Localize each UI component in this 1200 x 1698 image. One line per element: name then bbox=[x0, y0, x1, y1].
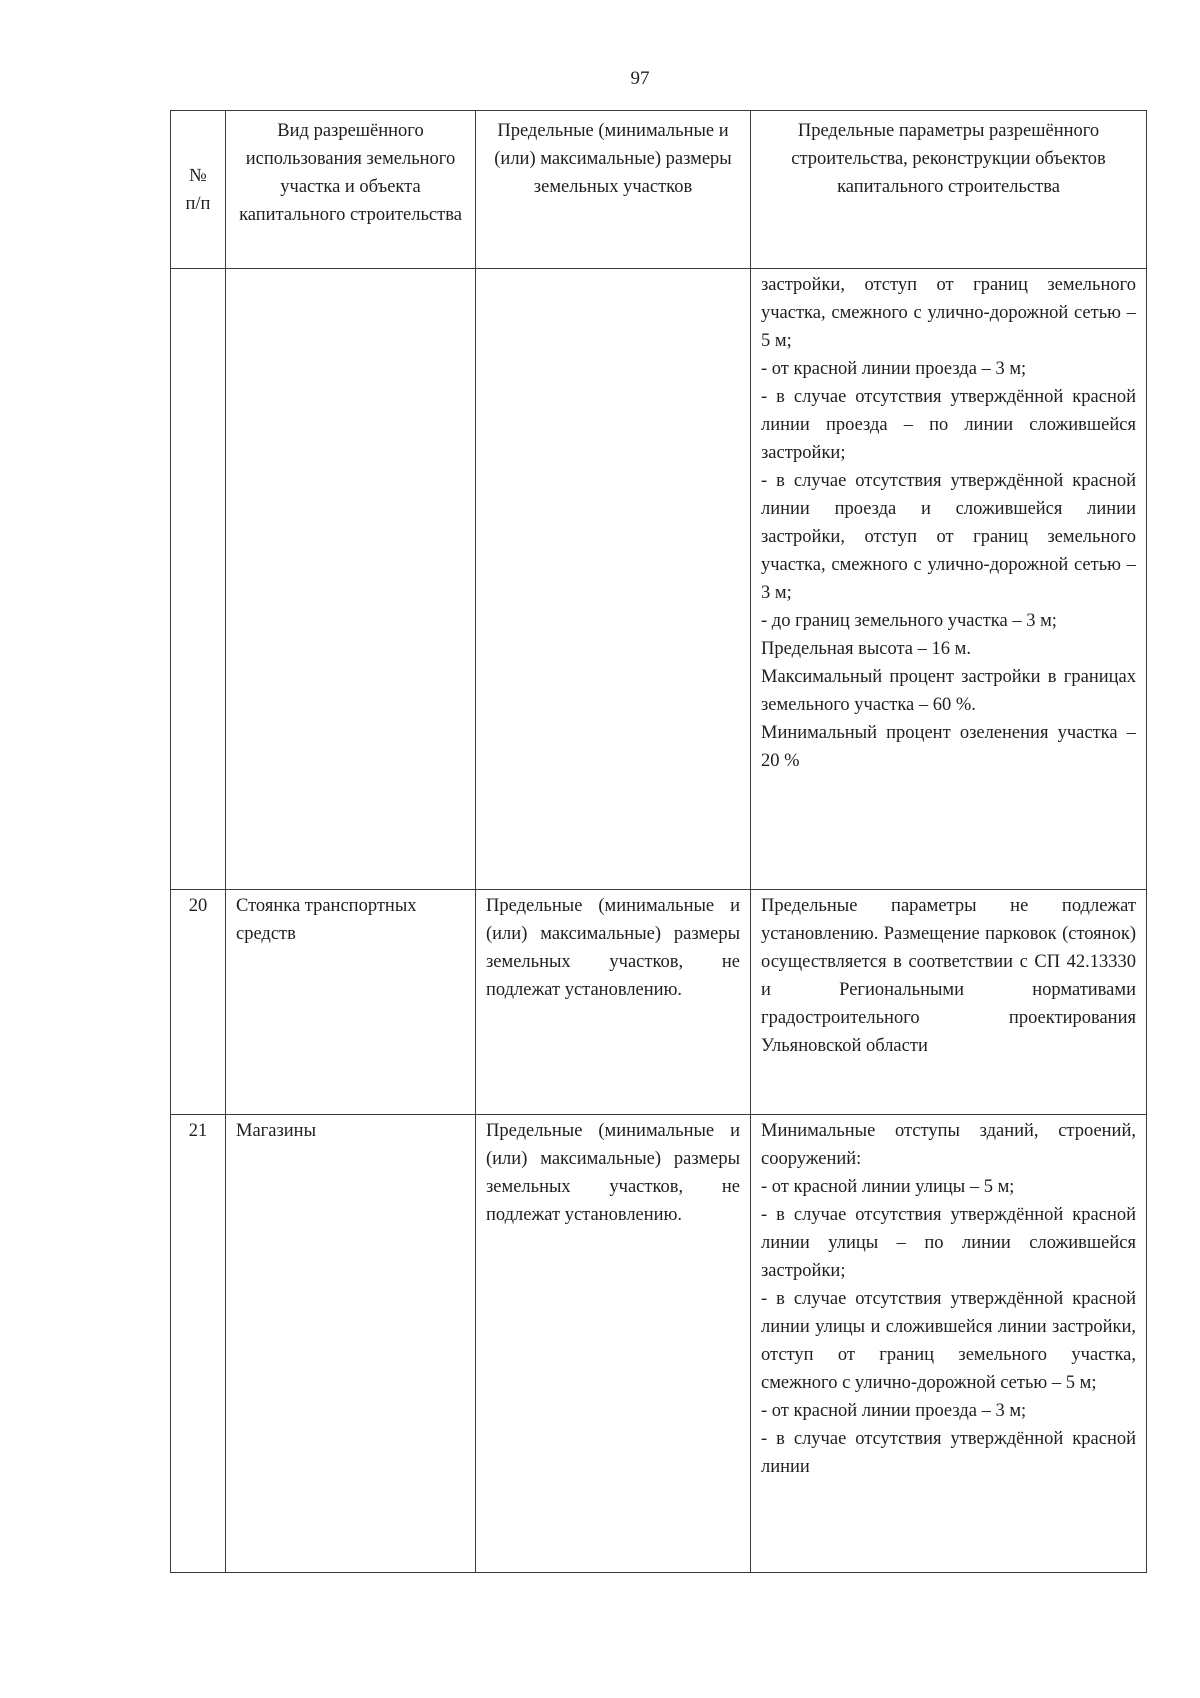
header-build-params: Предельные параметры разрешённого строительства, реконструкции объектов капитального строительства bbox=[751, 111, 1147, 269]
row-plot-size bbox=[476, 269, 751, 890]
row-build-params bbox=[751, 269, 1147, 890]
param-line: - в случае отсутствия утверждённой красной линии проезда – по линии сложившейся застройки; bbox=[761, 387, 1136, 463]
param-line: - в случае отсутствия утверждённой красной линии проезда и сложившейся линии застройки, отступ от границ земельного участка, смежного с улично-дорожной сетью – 3 м; bbox=[761, 471, 1136, 603]
row-use-kind: Стоянка транспортных средств bbox=[226, 890, 476, 1115]
param-line: Минимальные отступы зданий, строений, сооружений: bbox=[761, 1121, 1136, 1169]
row-num: 20 bbox=[171, 890, 226, 1115]
param-line: - в случае отсутствия утверждённой красной линии bbox=[761, 1429, 1136, 1477]
header-use-kind: Вид разрешённого использования земельного участка и объекта капитального строительства bbox=[226, 111, 476, 269]
param-line: Максимальный процент застройки в границах земельного участка – 60 %. bbox=[761, 667, 1136, 715]
param-line: - до границ земельного участка – 3 м; bbox=[761, 611, 1057, 631]
param-line: - в случае отсутствия утверждённой красной линии улицы и сложившейся линии застройки, отступ от границ земельного участка, смежного с улично-дорожной сетью – 5 м; bbox=[761, 1289, 1136, 1393]
param-line: - в случае отсутствия утверждённой красной линии улицы – по линии сложившейся застройки; bbox=[761, 1205, 1136, 1281]
param-line: Минимальный процент озеленения участка – 20 % bbox=[761, 723, 1136, 771]
land-use-table bbox=[170, 110, 1147, 1573]
param-line: - от красной линии проезда – 3 м; bbox=[761, 359, 1027, 379]
param-line: Предельные параметры не подлежат установлению. Размещение парковок (стоянок) осуществляется в соответствии с СП 42.13330 и Региональными нормативами градостроительного проектирования Ульяновской области bbox=[761, 896, 1136, 1056]
header-num: № п/п bbox=[171, 111, 226, 269]
row-build-params bbox=[751, 890, 1147, 1115]
row-num bbox=[171, 269, 226, 890]
param-line: Предельная высота – 16 м. bbox=[761, 639, 971, 659]
param-line: застройки, отступ от границ земельного участка, смежного с улично-дорожной сетью – 5 м; bbox=[761, 275, 1136, 351]
row-plot-size: Предельные (минимальные и (или) максимальные) размеры земельных участков, не подлежат установлению. bbox=[476, 1115, 751, 1573]
row-build-params bbox=[751, 1115, 1147, 1573]
row-use-kind bbox=[226, 269, 476, 890]
page-number: 97 bbox=[630, 68, 650, 89]
row-num: 21 bbox=[171, 1115, 226, 1573]
table-row bbox=[171, 269, 1147, 890]
row-use-kind: Магазины bbox=[226, 1115, 476, 1573]
table-header-row bbox=[171, 111, 1147, 269]
param-line: - от красной линии проезда – 3 м; bbox=[761, 1401, 1027, 1421]
table-row bbox=[171, 1115, 1147, 1573]
header-plot-size: Предельные (минимальные и (или) максимальные) размеры земельных участков bbox=[476, 111, 751, 269]
param-line: - от красной линии улицы – 5 м; bbox=[761, 1177, 1015, 1197]
row-plot-size: Предельные (минимальные и (или) максимальные) размеры земельных участков, не подлежат установлению. bbox=[476, 890, 751, 1115]
table-row bbox=[171, 890, 1147, 1115]
